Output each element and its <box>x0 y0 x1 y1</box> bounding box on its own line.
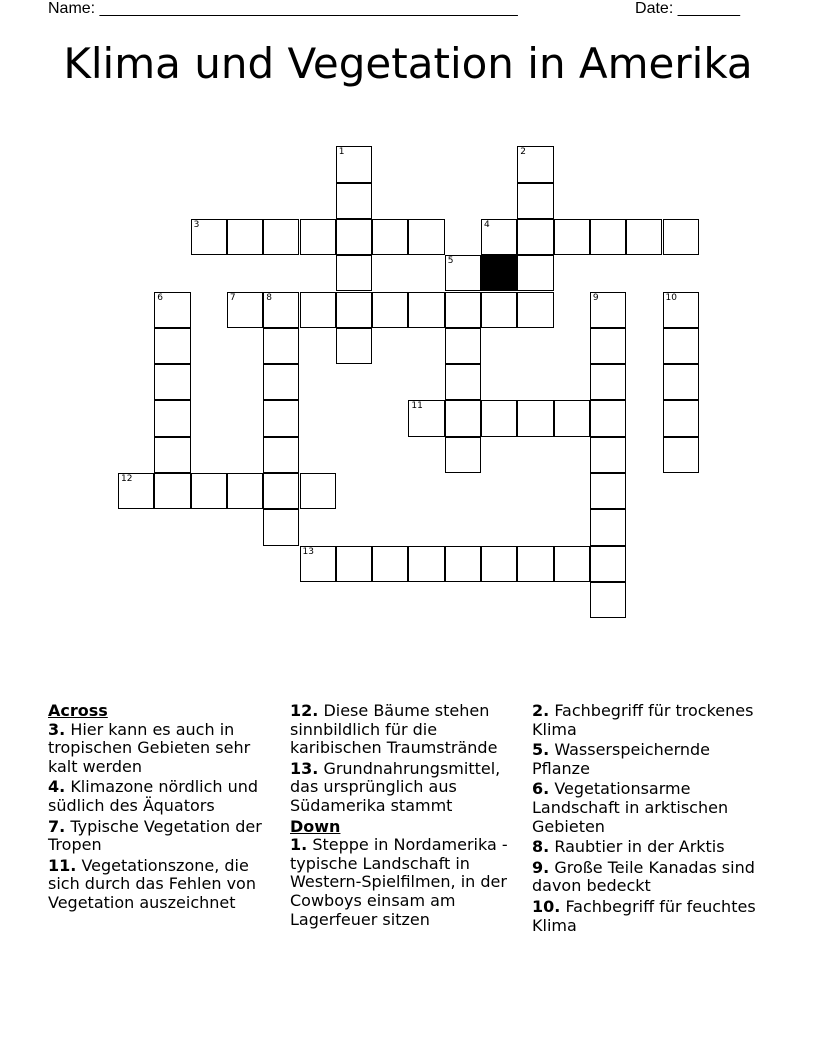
grid-cell[interactable] <box>626 219 662 255</box>
grid-cell[interactable] <box>445 328 481 364</box>
clue-down-10 <box>532 898 768 935</box>
grid-cell[interactable] <box>336 146 372 182</box>
grid-cell[interactable] <box>445 546 481 582</box>
grid-cell[interactable] <box>154 328 190 364</box>
grid-cell[interactable] <box>554 546 590 582</box>
clue-text: Klimazone nördlich und südlich des Äquators <box>48 777 259 815</box>
page-title: Klima und Vegetation in Amerika <box>63 39 753 88</box>
clue-number-label: 12 <box>121 474 133 484</box>
grid-cell[interactable] <box>263 219 299 255</box>
clues-column-1 <box>48 702 284 915</box>
clue-number-label: 3 <box>193 219 200 230</box>
clue-number: 6. <box>532 779 550 799</box>
grid-cell[interactable] <box>408 400 444 436</box>
clue-number: 7. <box>48 816 66 836</box>
clue-down-1 <box>290 836 526 929</box>
grid-cell[interactable] <box>263 473 299 509</box>
clue-number: 10. <box>532 896 561 916</box>
clue-text: Hier kann es auch in tropischen Gebieten sehr kalt werden <box>48 719 251 776</box>
clue-text: Typische Vegetation der Tropen <box>48 816 262 855</box>
grid-cell[interactable] <box>408 292 444 328</box>
grid-cell[interactable] <box>590 328 626 364</box>
clue-across-11 <box>48 857 284 913</box>
clue-number-label: 11 <box>411 401 423 412</box>
clue-number: 3. <box>48 719 66 739</box>
clue-number: 9. <box>532 857 550 877</box>
grid-cell[interactable] <box>154 400 190 436</box>
grid-cell[interactable] <box>263 509 299 545</box>
grid-cell[interactable] <box>481 546 517 582</box>
grid-cell[interactable] <box>590 364 626 400</box>
grid-cell[interactable] <box>336 255 372 291</box>
clue-across-13 <box>290 760 526 816</box>
grid-cell[interactable] <box>517 400 553 436</box>
grid-cell[interactable] <box>590 292 626 328</box>
clue-number: 12. <box>290 701 319 720</box>
grid-cell[interactable] <box>263 437 299 473</box>
name-field-label: Name: _______________________________________________ <box>48 0 518 17</box>
grid-cell[interactable] <box>590 473 626 509</box>
down-heading: Down <box>290 816 341 836</box>
clue-number-label: 5 <box>447 256 454 267</box>
grid-cell[interactable] <box>481 219 517 255</box>
grid-cell[interactable] <box>663 400 699 436</box>
grid-cell[interactable] <box>154 364 190 400</box>
clue-number-label: 7 <box>229 292 236 303</box>
grid-cell[interactable] <box>154 437 190 473</box>
grid-cell[interactable] <box>517 292 553 328</box>
clue-number-label: 1 <box>338 147 345 158</box>
grid-cell[interactable] <box>300 219 336 255</box>
grid-cell[interactable] <box>336 328 372 364</box>
grid-cell[interactable] <box>445 400 481 436</box>
grid-cell[interactable] <box>590 400 626 436</box>
clue-number-label: 10 <box>665 292 677 303</box>
grid-cell[interactable] <box>445 292 481 328</box>
grid-cell[interactable] <box>663 437 699 473</box>
grid-cell[interactable] <box>481 292 517 328</box>
grid-cell[interactable] <box>300 292 336 328</box>
clue-number: 5. <box>532 740 550 760</box>
grid-cell[interactable] <box>663 219 699 255</box>
grid-cell[interactable] <box>663 328 699 364</box>
clue-across-7 <box>48 818 284 855</box>
grid-cell[interactable] <box>372 546 408 582</box>
clue-down-5 <box>532 741 768 778</box>
clue-text: Fachbegriff für trockenes Klima <box>532 701 754 739</box>
grid-cell[interactable] <box>263 364 299 400</box>
grid-cell[interactable] <box>300 473 336 509</box>
clue-number: 11. <box>48 855 77 875</box>
grid-cell[interactable] <box>191 473 227 509</box>
across-heading: Across <box>48 701 108 720</box>
grid-cell[interactable] <box>590 219 626 255</box>
grid-block <box>481 255 517 291</box>
clue-down-2 <box>532 702 768 739</box>
grid-cell[interactable] <box>118 473 154 509</box>
clues-column-2 <box>290 702 526 931</box>
grid-cell[interactable] <box>408 219 444 255</box>
grid-cell[interactable] <box>445 437 481 473</box>
grid-cell[interactable] <box>300 546 336 582</box>
grid-cell[interactable] <box>554 400 590 436</box>
grid-cell[interactable] <box>336 292 372 328</box>
clue-across-12 <box>290 702 526 758</box>
clue-number-label: 9 <box>592 292 599 303</box>
grid-cell[interactable] <box>191 219 227 255</box>
grid-cell[interactable] <box>590 582 626 618</box>
clues-column-3 <box>532 702 768 937</box>
grid-cell[interactable] <box>372 219 408 255</box>
grid-cell[interactable] <box>481 400 517 436</box>
clue-number-label: 4 <box>484 219 490 230</box>
clue-down-8 <box>532 838 768 857</box>
grid-cell[interactable] <box>372 292 408 328</box>
clue-text: Diese Bäume stehen sinnbildlich für die karibischen Traumstrände <box>290 701 498 758</box>
grid-cell[interactable] <box>663 364 699 400</box>
clue-down-9 <box>532 859 768 896</box>
grid-cell[interactable] <box>663 292 699 328</box>
grid-cell[interactable] <box>517 219 553 255</box>
clue-across-3 <box>48 721 284 777</box>
grid-cell[interactable] <box>263 328 299 364</box>
clue-text: Raubtier in der Arktis <box>554 837 725 857</box>
grid-cell[interactable] <box>554 219 590 255</box>
clue-text: Grundnahrungsmittel, das ursprünglich aus Südamerika stammt <box>290 758 501 815</box>
grid-cell[interactable] <box>227 219 263 255</box>
clue-number: 2. <box>532 701 550 720</box>
grid-cell[interactable] <box>227 292 263 328</box>
clue-text: Fachbegriff für feuchtes Klima <box>532 896 756 935</box>
grid-cell[interactable] <box>154 473 190 509</box>
clue-text: Wasserspeichernde Pflanze <box>532 740 711 778</box>
grid-cell[interactable] <box>336 183 372 219</box>
clue-number: 1. <box>290 835 308 855</box>
clue-number-label: 13 <box>302 546 314 557</box>
grid-cell[interactable] <box>445 364 481 400</box>
clue-across-4 <box>48 778 284 815</box>
grid-cell[interactable] <box>517 183 553 219</box>
clue-text: Vegetationsarme Landschaft in arktischen Gebieten <box>532 779 729 836</box>
clue-text: Vegetationszone, die sich durch das Fehlen von Vegetation auszeichnet <box>48 855 256 912</box>
date-field-label: Date: _______ <box>635 0 740 17</box>
grid-cell[interactable] <box>336 219 372 255</box>
grid-cell[interactable] <box>517 255 553 291</box>
clue-number: 8. <box>532 837 550 857</box>
clue-text: Große Teile Kanadas sind davon bedeckt <box>532 857 755 896</box>
grid-cell[interactable] <box>408 546 444 582</box>
grid-cell[interactable] <box>590 546 626 582</box>
clue-down-6 <box>532 780 768 836</box>
clue-number-label: 8 <box>266 292 272 303</box>
grid-cell[interactable] <box>154 292 190 328</box>
grid-cell[interactable] <box>517 546 553 582</box>
clue-text: Steppe in Nordamerika - typische Landschaft in Western-Spielfilmen, in der Cowboys einsam am Lagerfeuer sitzen <box>290 835 508 929</box>
clue-number-label: 2 <box>520 147 527 158</box>
clue-number: 13. <box>290 758 319 778</box>
grid-cell[interactable] <box>263 292 299 328</box>
grid-cell[interactable] <box>336 546 372 582</box>
grid-cell[interactable] <box>445 255 481 291</box>
grid-cell[interactable] <box>590 509 626 545</box>
grid-cell[interactable] <box>263 400 299 436</box>
grid-cell[interactable] <box>590 437 626 473</box>
grid-cell[interactable] <box>227 473 263 509</box>
clue-number: 4. <box>48 777 66 797</box>
grid-cell[interactable] <box>517 146 553 182</box>
clue-number-label: 6 <box>157 292 164 303</box>
